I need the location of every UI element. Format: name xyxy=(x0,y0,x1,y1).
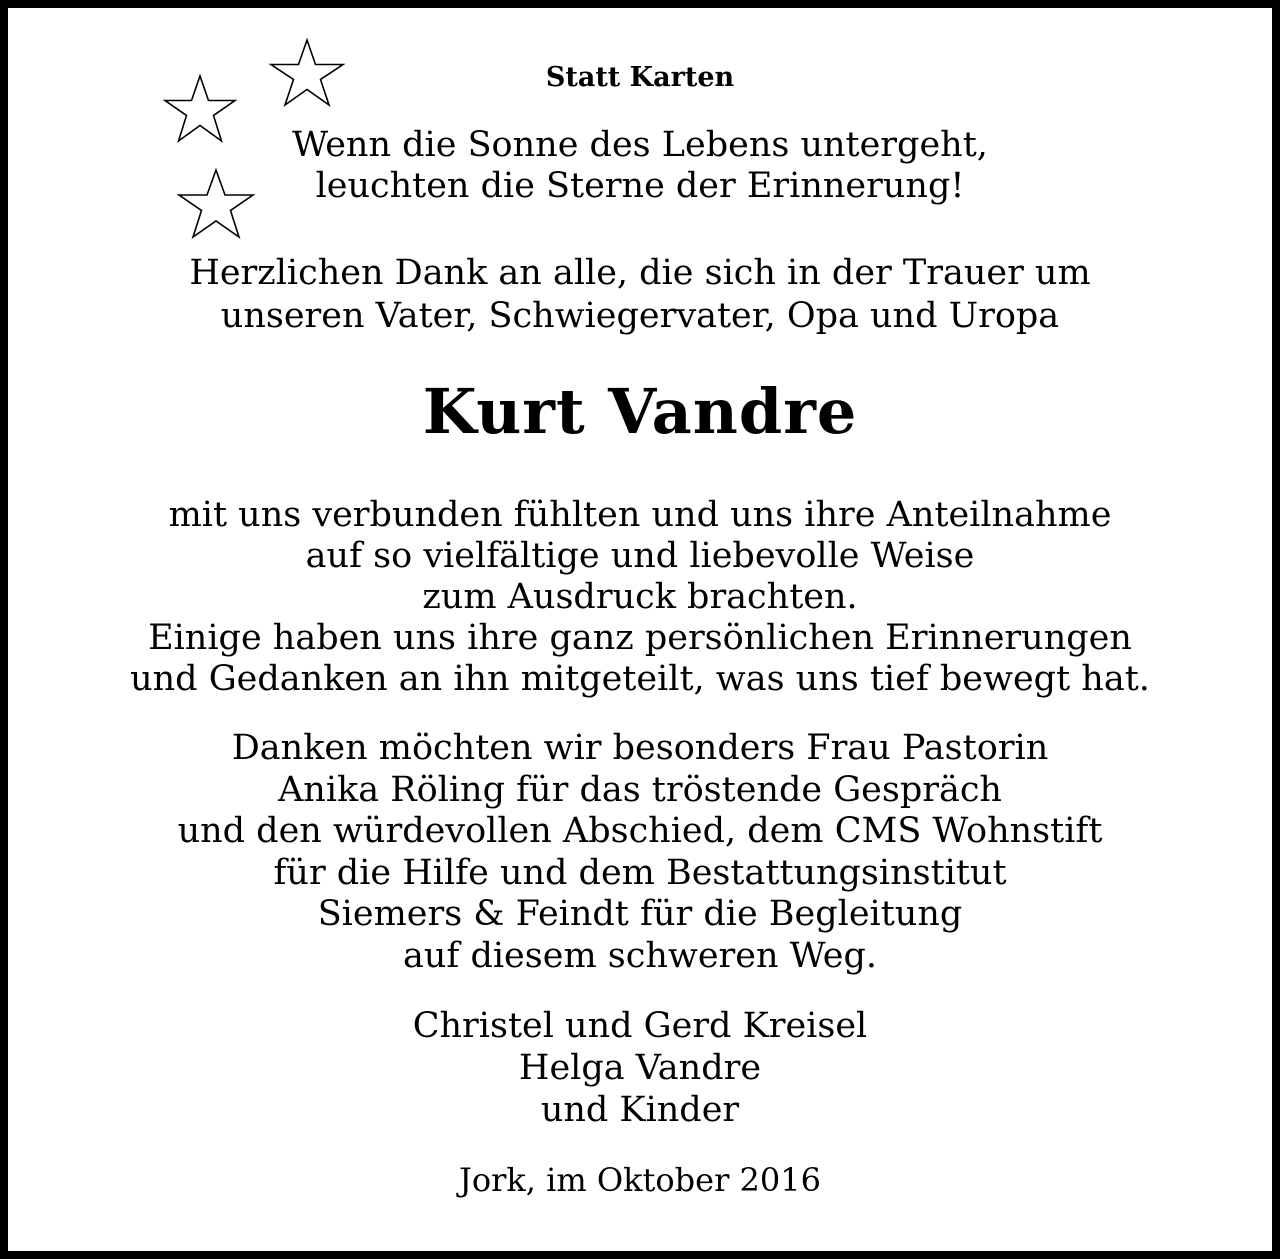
body-line: und den würdevollen Abschied, dem CMS Wohnstift xyxy=(177,811,1103,851)
heading-text: Statt Karten xyxy=(545,62,735,93)
signatories xyxy=(0,1005,1280,1131)
body-line: auf diesem schweren Weg. xyxy=(402,935,878,976)
body-line: zum Ausdruck brachten. xyxy=(422,577,858,617)
body-line: Danken möchten wir besonders Frau Pastorin xyxy=(231,728,1049,768)
place-date xyxy=(0,1160,1280,1200)
notice-heading xyxy=(0,58,1280,98)
body-line: Anika Röling für das tröstende Gespräch xyxy=(278,769,1002,810)
intro-line: Herzlichen Dank an alle, die sich in der Trauer um xyxy=(189,253,1091,293)
body-paragraph-2 xyxy=(0,728,1280,977)
body-line: für die Hilfe und dem Bestattungsinstitut xyxy=(273,852,1007,893)
body-line: Einige haben uns ihre ganz persönlichen Erinnerungen xyxy=(148,618,1132,658)
signatory-line: und Kinder xyxy=(540,1090,740,1130)
intro-line: unseren Vater, Schwiegervater, Opa und Uropa xyxy=(220,296,1060,336)
body-line: Siemers & Feindt für die Begleitung xyxy=(317,894,963,934)
place-date-text: Jork, im Oktober 2016 xyxy=(459,1161,821,1199)
signatory-line: Christel und Gerd Kreisel xyxy=(412,1006,868,1046)
body-line: und Gedanken an ihn mitgeteilt, was uns tief bewegt hat. xyxy=(130,659,1150,699)
body-paragraph-1 xyxy=(0,495,1280,700)
intro-paragraph xyxy=(0,252,1280,338)
verse xyxy=(0,125,1280,207)
verse-line: leuchten die Sterne der Erinnerung! xyxy=(315,166,965,206)
body-line: auf so vielfältige und liebevolle Weise xyxy=(305,536,975,576)
body-line: mit uns verbunden fühlten und uns ihre Anteilnahme xyxy=(168,495,1112,535)
verse-line: Wenn die Sonne des Lebens untergeht, xyxy=(292,125,988,165)
signatory-line: Helga Vandre xyxy=(518,1048,762,1088)
deceased-name-text: Kurt Vandre xyxy=(422,375,858,448)
deceased-name xyxy=(0,366,1280,458)
